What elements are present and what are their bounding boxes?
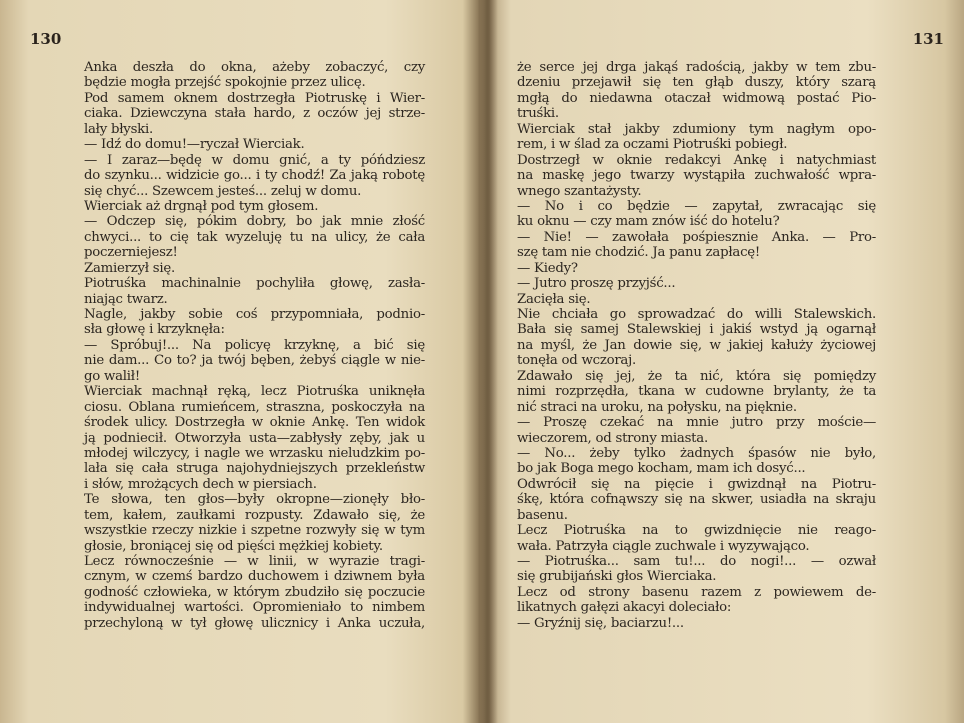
- text-line: do szynku... widzicie go... i ty chodź! Za jaką robotę: [84, 168, 425, 184]
- text-line: przechyloną w tył głowę ulicznicy i Anka uczuła,: [84, 615, 425, 631]
- text-line: i słów, mrożących dech w piersiach.: [84, 476, 317, 492]
- text-line: Wierciak aż drgnął pod tym głosem.: [84, 198, 319, 214]
- text-line: lała się cała struga najohydniejszych przekleństw: [84, 461, 425, 477]
- text-line: indywidualnej wartości. Opromieniało to nimbem: [84, 600, 425, 616]
- text-line: bo jak Boga mego kocham, mam ich dosyć...: [517, 461, 806, 477]
- text-line: truśki.: [517, 106, 559, 122]
- text-line: się chyć... Szewcem jesteś... zeluj w domu.: [84, 183, 362, 199]
- text-line: — Jutro proszę przyjść...: [517, 276, 676, 292]
- text-line: na maskę jego twarzy wystąpiła zuchwałość wpra-: [517, 168, 876, 184]
- text-line: się grubijański głos Wierciaka.: [517, 569, 717, 585]
- text-line: — Proszę czekać na mnie jutro przy moście—: [517, 415, 876, 431]
- text-line: ciosu. Oblana rumieńcem, straszna, poskoczyła na: [84, 399, 425, 415]
- text-line: — Piotruśka... sam tu!... do nogi!... — ozwał: [517, 554, 876, 569]
- text-line: mgłą do niedawna otaczał widmową postać Pio-: [517, 90, 876, 106]
- text-line: Pod samem oknem dostrzegła Piotruskę i Wier-: [84, 90, 425, 106]
- text-line: — Gryźnij się, baciarzu!...: [517, 615, 684, 631]
- text-line: szę tam nie chodzić. Ja panu zapłacę!: [517, 245, 761, 261]
- text-line: dzeniu przejawił się ten głąb duszy, który szarą: [517, 75, 876, 91]
- right-page-text: [517, 60, 876, 631]
- text-line: sła głowę i krzyknęła:: [84, 322, 225, 338]
- text-line: Lecz Piotruśka na to gwizdnięcie nie reago-: [517, 523, 876, 539]
- text-line: basenu.: [517, 507, 568, 523]
- text-line: Zamierzył się.: [84, 260, 175, 276]
- text-line: — Odczep się, pókim dobry, bo jak mnie złość: [84, 214, 425, 230]
- text-line: wieczorem, od strony miasta.: [517, 430, 708, 446]
- text-line: wszystkie rzeczy nizkie i szpetne rozwyły się w tym: [84, 523, 425, 539]
- text-line: że serce jej drga jakąś radością, jakby w tem zbu-: [517, 60, 876, 75]
- text-line: ją podniecił. Otworzyła usta—zabłysły zęby, jak u: [84, 430, 425, 446]
- page-number-left: 130: [30, 30, 62, 48]
- text-line: likatnych gałęzi akacyi doleciało:: [517, 600, 732, 616]
- text-line: wnego szantażysty.: [517, 183, 642, 199]
- text-line: Wierciak machnął ręką, lecz Piotruśka uniknęła: [84, 384, 425, 400]
- right-page: [484, 0, 964, 723]
- text-line: — I zaraz—będę w domu gnić, a ty póńdziesz: [84, 152, 425, 168]
- text-line: Te słowa, ten głos—były okropne—zionęły bło-: [84, 492, 425, 508]
- text-line: głosie, broniącej się od pięści mężkiej kobiety.: [84, 538, 383, 554]
- text-line: Zacięła się.: [517, 291, 591, 307]
- left-page-text: [84, 60, 425, 631]
- text-line: lały błyski.: [84, 121, 153, 137]
- text-line: młodej wilczycy, i nagle we wrzasku nieludzkim po-: [84, 445, 425, 461]
- left-page: [0, 0, 480, 723]
- page-number-right: 131: [912, 30, 944, 48]
- text-line: — Idź do domu!—ryczał Wierciak.: [84, 137, 305, 153]
- text-line: ciaka. Dziewczyna stała hardo, z oczów jej strze-: [84, 106, 425, 122]
- text-line: Nagle, jakby sobie coś przypomniała, podnio-: [84, 307, 425, 322]
- text-line: na myśl, że Jan dowie się, w jakiej kałuży życiowej: [517, 337, 876, 353]
- text-line: cznym, w czemś bardzo duchowem i dziwnem była: [84, 569, 425, 585]
- text-line: Zdawało się jej, że ta nić, która się pomiędzy: [517, 368, 876, 384]
- text-line: środek ulicy. Dostrzegła w oknie Ankę. Ten widok: [84, 415, 425, 431]
- text-line: niając twarz.: [84, 291, 168, 307]
- text-line: chwyci... to cię tak wyzeluję tu na ulicy, że cała: [84, 229, 425, 245]
- text-line: śkę, która cofnąwszy się na skwer, usiadła na skraju: [517, 492, 876, 508]
- text-line: — Spróbuj!... Na policyę krzyknę, a bić się: [84, 337, 425, 353]
- text-line: — No i co będzie — zapytał, zwracając się: [517, 198, 876, 214]
- text-line: Anka deszła do okna, ażeby zobaczyć, czy: [84, 60, 425, 75]
- text-line: wała. Patrzyła ciągle zuchwale i wyzywająco.: [517, 538, 810, 554]
- text-line: będzie mogła przejść spokojnie przez ulicę.: [84, 75, 366, 91]
- text-line: nimi rozprzędła, tkana w cudowne brylanty, że ta: [517, 384, 876, 400]
- text-line: rem, i w ślad za oczami Piotruśki pobiegł.: [517, 137, 788, 153]
- text-line: — Nie! — zawołała pośpiesznie Anka. — Pro-: [517, 229, 876, 245]
- text-line: nie dam... Co to? ja twój bęben, żebyś ciągle w nie-: [84, 353, 425, 369]
- text-line: Odwrócił się na pięcie i gwizdnął na Piotru-: [517, 476, 876, 492]
- text-line: Lecz równocześnie — w linii, w wyrazie tragi-: [84, 554, 425, 569]
- text-line: — No... żeby tylko żadnych śpasów nie było,: [517, 445, 876, 461]
- text-line: poczerniejesz!: [84, 245, 178, 261]
- text-line: godność człowieka, w którym zbudziło się poczucie: [84, 584, 425, 600]
- text-line: Piotruśka machinalnie pochyliła głowę, zasła-: [84, 276, 425, 292]
- text-line: Bała się samej Stalewskiej i jakiś wstyd ją ogarnął: [517, 322, 876, 338]
- text-line: ku oknu — czy mam znów iść do hotelu?: [517, 214, 780, 230]
- text-line: go walił!: [84, 368, 140, 384]
- text-line: Lecz od strony basenu razem z powiewem de-: [517, 584, 876, 600]
- text-line: Dostrzegł w oknie redakcyi Ankę i natychmiast: [517, 152, 876, 168]
- text-line: — Kiedy?: [517, 260, 578, 276]
- text-line: Nie chciała go sprowadzać do willi Stalewskich.: [517, 307, 876, 322]
- text-line: nić straci na uroku, na połysku, na pięknie.: [517, 399, 797, 415]
- text-line: tonęła od wczoraj.: [517, 353, 636, 369]
- text-line: tem, kałem, zaułkami rozpusty. Zdawało się, że: [84, 507, 425, 523]
- text-line: Wierciak stał jakby zdumiony tym nagłym opo-: [517, 121, 876, 137]
